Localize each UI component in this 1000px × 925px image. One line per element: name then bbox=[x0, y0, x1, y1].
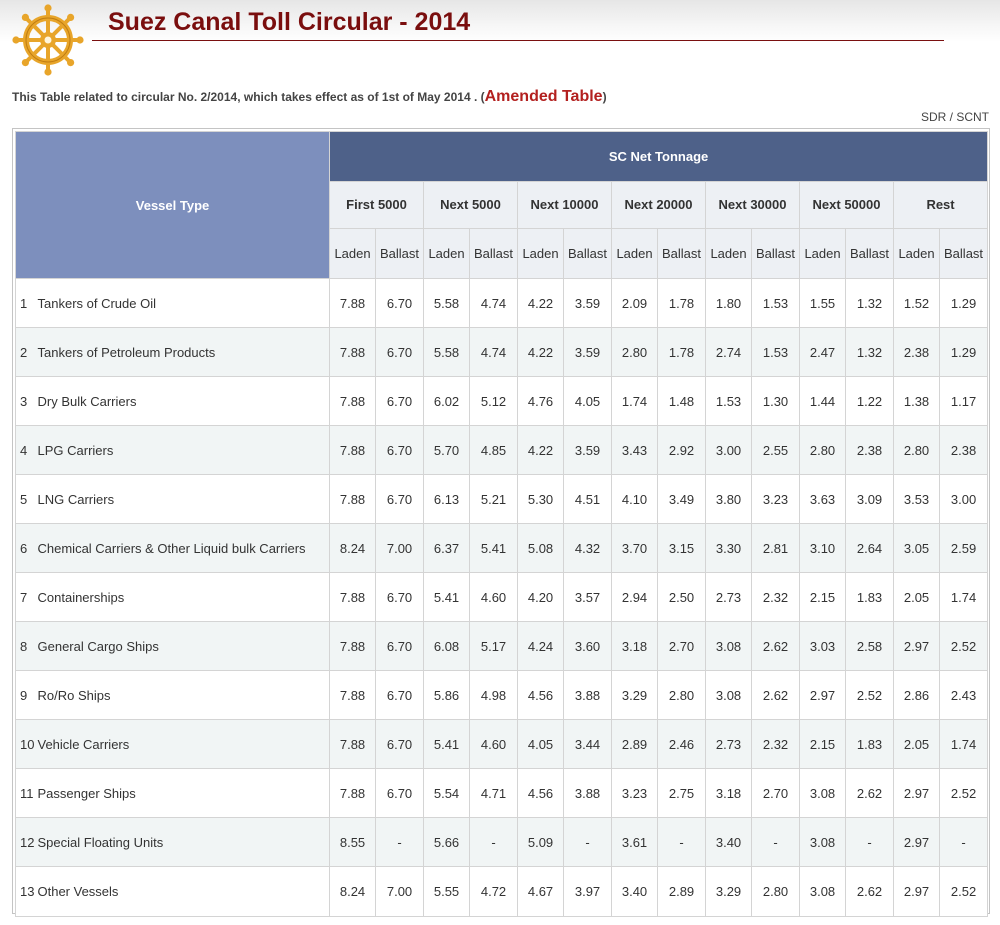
laden-header: Laden bbox=[894, 229, 940, 279]
ballast-rate-cell: 2.64 bbox=[846, 524, 894, 573]
laden-rate-cell: 6.02 bbox=[424, 377, 470, 426]
ballast-rate-cell: 6.70 bbox=[376, 279, 424, 328]
table-row bbox=[16, 867, 988, 917]
laden-header: Laden bbox=[330, 229, 376, 279]
row-number: 8 bbox=[16, 622, 36, 671]
laden-rate-cell: 3.08 bbox=[800, 867, 846, 917]
intro-close: ) bbox=[602, 90, 607, 104]
unit-label: SDR / SCNT bbox=[920, 110, 989, 124]
ballast-rate-cell: 6.70 bbox=[376, 328, 424, 377]
laden-rate-cell: 2.73 bbox=[706, 720, 752, 769]
laden-rate-cell: 3.61 bbox=[612, 818, 658, 867]
laden-header: Laden bbox=[612, 229, 658, 279]
laden-rate-cell: 3.18 bbox=[612, 622, 658, 671]
laden-rate-cell: 6.13 bbox=[424, 475, 470, 524]
ballast-rate-cell: 2.70 bbox=[658, 622, 706, 671]
ballast-rate-cell: 5.41 bbox=[470, 524, 518, 573]
ballast-rate-cell: 1.74 bbox=[940, 573, 988, 622]
laden-rate-cell: 5.66 bbox=[424, 818, 470, 867]
table-row bbox=[16, 573, 988, 622]
ballast-rate-cell: 2.52 bbox=[940, 867, 988, 917]
laden-rate-cell: 1.44 bbox=[800, 377, 846, 426]
ballast-rate-cell: 2.62 bbox=[752, 671, 800, 720]
vessel-type-name: LPG Carriers bbox=[36, 426, 330, 475]
laden-rate-cell: 2.97 bbox=[894, 867, 940, 917]
ballast-rate-cell: - bbox=[376, 818, 424, 867]
ballast-rate-cell: - bbox=[752, 818, 800, 867]
laden-rate-cell: 3.63 bbox=[800, 475, 846, 524]
row-number: 3 bbox=[16, 377, 36, 426]
laden-rate-cell: 5.09 bbox=[518, 818, 564, 867]
laden-rate-cell: 7.88 bbox=[330, 377, 376, 426]
ballast-rate-cell: - bbox=[846, 818, 894, 867]
ballast-rate-cell: 1.48 bbox=[658, 377, 706, 426]
laden-rate-cell: 2.15 bbox=[800, 720, 846, 769]
ballast-rate-cell: 1.30 bbox=[752, 377, 800, 426]
laden-rate-cell: 3.05 bbox=[894, 524, 940, 573]
ballast-rate-cell: 2.58 bbox=[846, 622, 894, 671]
ballast-rate-cell: 4.32 bbox=[564, 524, 612, 573]
tonnage-group-header: Next 50000 bbox=[800, 181, 894, 229]
ballast-rate-cell: 7.00 bbox=[376, 867, 424, 917]
laden-rate-cell: 5.58 bbox=[424, 279, 470, 328]
tonnage-group-header: Next 10000 bbox=[518, 181, 612, 229]
ballast-rate-cell: 1.32 bbox=[846, 328, 894, 377]
laden-rate-cell: 4.20 bbox=[518, 573, 564, 622]
ballast-rate-cell: 2.62 bbox=[846, 867, 894, 917]
vessel-type-name: General Cargo Ships bbox=[36, 622, 330, 671]
laden-rate-cell: 3.53 bbox=[894, 475, 940, 524]
vessel-type-name: Dry Bulk Carriers bbox=[36, 377, 330, 426]
ballast-rate-cell: 5.21 bbox=[470, 475, 518, 524]
laden-header: Laden bbox=[800, 229, 846, 279]
laden-rate-cell: 7.88 bbox=[330, 475, 376, 524]
laden-rate-cell: 1.55 bbox=[800, 279, 846, 328]
table-row bbox=[16, 818, 988, 867]
vessel-type-name: Containerships bbox=[36, 573, 330, 622]
ballast-rate-cell: 6.70 bbox=[376, 769, 424, 818]
ballast-rate-cell: 4.72 bbox=[470, 867, 518, 917]
ballast-rate-cell: 4.98 bbox=[470, 671, 518, 720]
laden-rate-cell: 4.24 bbox=[518, 622, 564, 671]
ballast-header: Ballast bbox=[658, 229, 706, 279]
ballast-rate-cell: 2.43 bbox=[940, 671, 988, 720]
laden-rate-cell: 2.94 bbox=[612, 573, 658, 622]
laden-rate-cell: 1.53 bbox=[706, 377, 752, 426]
laden-rate-cell: 3.03 bbox=[800, 622, 846, 671]
ballast-rate-cell: 5.17 bbox=[470, 622, 518, 671]
ballast-rate-cell: 2.62 bbox=[752, 622, 800, 671]
laden-rate-cell: 2.80 bbox=[612, 328, 658, 377]
row-number: 4 bbox=[16, 426, 36, 475]
ballast-rate-cell: 2.38 bbox=[846, 426, 894, 475]
title-underline bbox=[92, 40, 944, 41]
laden-rate-cell: 1.52 bbox=[894, 279, 940, 328]
laden-rate-cell: 3.29 bbox=[612, 671, 658, 720]
laden-rate-cell: 3.43 bbox=[612, 426, 658, 475]
table-row bbox=[16, 524, 988, 573]
table-row bbox=[16, 328, 988, 377]
ballast-rate-cell: 2.52 bbox=[940, 622, 988, 671]
ballast-rate-cell: 2.75 bbox=[658, 769, 706, 818]
laden-rate-cell: 3.80 bbox=[706, 475, 752, 524]
row-number: 12 bbox=[16, 818, 36, 867]
laden-rate-cell: 2.89 bbox=[612, 720, 658, 769]
laden-rate-cell: 8.24 bbox=[330, 524, 376, 573]
ballast-rate-cell: 6.70 bbox=[376, 720, 424, 769]
ballast-rate-cell: 3.88 bbox=[564, 671, 612, 720]
ballast-rate-cell: 1.17 bbox=[940, 377, 988, 426]
laden-rate-cell: 2.80 bbox=[800, 426, 846, 475]
amended-table-label: Amended Table bbox=[484, 88, 603, 105]
ballast-rate-cell: 2.59 bbox=[940, 524, 988, 573]
vessel-type-name: Special Floating Units bbox=[36, 818, 330, 867]
ballast-rate-cell: 4.60 bbox=[470, 720, 518, 769]
ballast-rate-cell: 3.59 bbox=[564, 426, 612, 475]
laden-rate-cell: 2.05 bbox=[894, 720, 940, 769]
laden-rate-cell: 2.73 bbox=[706, 573, 752, 622]
row-number: 7 bbox=[16, 573, 36, 622]
vessel-type-name: Tankers of Petroleum Products bbox=[36, 328, 330, 377]
laden-rate-cell: 2.97 bbox=[894, 769, 940, 818]
ballast-rate-cell: 2.70 bbox=[752, 769, 800, 818]
ballast-rate-cell: 1.29 bbox=[940, 328, 988, 377]
laden-rate-cell: 3.18 bbox=[706, 769, 752, 818]
table-row bbox=[16, 720, 988, 769]
ballast-rate-cell: 3.59 bbox=[564, 328, 612, 377]
laden-rate-cell: 3.40 bbox=[612, 867, 658, 917]
ballast-rate-cell: 2.80 bbox=[752, 867, 800, 917]
laden-rate-cell: 3.08 bbox=[800, 769, 846, 818]
ballast-rate-cell: 1.53 bbox=[752, 279, 800, 328]
row-number: 10 bbox=[16, 720, 36, 769]
laden-rate-cell: 7.88 bbox=[330, 573, 376, 622]
ballast-rate-cell: 3.60 bbox=[564, 622, 612, 671]
ballast-rate-cell: 4.74 bbox=[470, 328, 518, 377]
laden-rate-cell: 3.70 bbox=[612, 524, 658, 573]
ballast-rate-cell: 3.49 bbox=[658, 475, 706, 524]
laden-rate-cell: 3.29 bbox=[706, 867, 752, 917]
tonnage-group-header: Next 30000 bbox=[706, 181, 800, 229]
row-number: 9 bbox=[16, 671, 36, 720]
ballast-rate-cell: 3.88 bbox=[564, 769, 612, 818]
ballast-rate-cell: 1.53 bbox=[752, 328, 800, 377]
table-row bbox=[16, 426, 988, 475]
ballast-rate-cell: 2.52 bbox=[940, 769, 988, 818]
laden-rate-cell: 7.88 bbox=[330, 328, 376, 377]
laden-rate-cell: 5.86 bbox=[424, 671, 470, 720]
ballast-rate-cell: 2.32 bbox=[752, 573, 800, 622]
table-row bbox=[16, 475, 988, 524]
laden-rate-cell: 3.40 bbox=[706, 818, 752, 867]
laden-rate-cell: 6.08 bbox=[424, 622, 470, 671]
ballast-rate-cell: 4.85 bbox=[470, 426, 518, 475]
intro-text bbox=[12, 88, 607, 106]
table-row bbox=[16, 377, 988, 426]
vessel-type-name: Chemical Carriers & Other Liquid bulk Carriers bbox=[36, 524, 330, 573]
laden-rate-cell: 8.24 bbox=[330, 867, 376, 917]
laden-rate-cell: 2.38 bbox=[894, 328, 940, 377]
ballast-rate-cell: 3.57 bbox=[564, 573, 612, 622]
ballast-rate-cell: - bbox=[564, 818, 612, 867]
laden-rate-cell: 2.97 bbox=[894, 622, 940, 671]
toll-table bbox=[15, 131, 988, 917]
laden-header: Laden bbox=[706, 229, 752, 279]
laden-rate-cell: 5.70 bbox=[424, 426, 470, 475]
ballast-rate-cell: - bbox=[940, 818, 988, 867]
laden-rate-cell: 2.09 bbox=[612, 279, 658, 328]
laden-rate-cell: 2.97 bbox=[800, 671, 846, 720]
laden-rate-cell: 4.22 bbox=[518, 328, 564, 377]
row-number: 6 bbox=[16, 524, 36, 573]
vessel-type-name: Ro/Ro Ships bbox=[36, 671, 330, 720]
laden-rate-cell: 4.22 bbox=[518, 279, 564, 328]
sc-net-tonnage-header: SC Net Tonnage bbox=[330, 132, 988, 182]
ballast-header: Ballast bbox=[564, 229, 612, 279]
ballast-rate-cell: 3.09 bbox=[846, 475, 894, 524]
laden-rate-cell: 8.55 bbox=[330, 818, 376, 867]
laden-rate-cell: 4.56 bbox=[518, 769, 564, 818]
laden-rate-cell: 7.88 bbox=[330, 622, 376, 671]
laden-rate-cell: 7.88 bbox=[330, 671, 376, 720]
laden-rate-cell: 4.76 bbox=[518, 377, 564, 426]
laden-rate-cell: 4.67 bbox=[518, 867, 564, 917]
laden-rate-cell: 2.86 bbox=[894, 671, 940, 720]
laden-rate-cell: 3.08 bbox=[800, 818, 846, 867]
ballast-rate-cell: 6.70 bbox=[376, 377, 424, 426]
ballast-rate-cell: 1.32 bbox=[846, 279, 894, 328]
vessel-type-header: Vessel Type bbox=[16, 132, 330, 279]
ballast-rate-cell: 6.70 bbox=[376, 426, 424, 475]
table-row bbox=[16, 769, 988, 818]
tonnage-group-header: Next 5000 bbox=[424, 181, 518, 229]
laden-rate-cell: 7.88 bbox=[330, 279, 376, 328]
laden-rate-cell: 3.10 bbox=[800, 524, 846, 573]
laden-rate-cell: 3.23 bbox=[612, 769, 658, 818]
laden-rate-cell: 2.97 bbox=[894, 818, 940, 867]
laden-rate-cell: 5.41 bbox=[424, 720, 470, 769]
laden-rate-cell: 2.05 bbox=[894, 573, 940, 622]
laden-rate-cell: 4.56 bbox=[518, 671, 564, 720]
vessel-type-name: Vehicle Carriers bbox=[36, 720, 330, 769]
ballast-rate-cell: 6.70 bbox=[376, 573, 424, 622]
ballast-rate-cell: 3.59 bbox=[564, 279, 612, 328]
laden-rate-cell: 3.00 bbox=[706, 426, 752, 475]
ballast-rate-cell: 3.44 bbox=[564, 720, 612, 769]
ballast-rate-cell: 6.70 bbox=[376, 671, 424, 720]
laden-rate-cell: 3.08 bbox=[706, 622, 752, 671]
laden-rate-cell: 2.80 bbox=[894, 426, 940, 475]
tonnage-group-header: First 5000 bbox=[330, 181, 424, 229]
vessel-type-name: Other Vessels bbox=[36, 867, 330, 917]
laden-rate-cell: 7.88 bbox=[330, 769, 376, 818]
ballast-header: Ballast bbox=[470, 229, 518, 279]
laden-rate-cell: 4.10 bbox=[612, 475, 658, 524]
ships-wheel-icon bbox=[12, 4, 84, 76]
laden-header: Laden bbox=[424, 229, 470, 279]
ballast-rate-cell: 4.74 bbox=[470, 279, 518, 328]
table-row bbox=[16, 279, 988, 328]
table-body bbox=[16, 279, 988, 917]
ballast-rate-cell: 7.00 bbox=[376, 524, 424, 573]
tonnage-group-header: Rest bbox=[894, 181, 988, 229]
ballast-rate-cell: 1.22 bbox=[846, 377, 894, 426]
ballast-rate-cell: 2.46 bbox=[658, 720, 706, 769]
laden-header: Laden bbox=[518, 229, 564, 279]
ballast-rate-cell: 1.78 bbox=[658, 328, 706, 377]
page-title: Suez Canal Toll Circular - 2014 bbox=[108, 8, 471, 36]
row-number: 2 bbox=[16, 328, 36, 377]
ballast-rate-cell: 1.29 bbox=[940, 279, 988, 328]
row-number: 11 bbox=[16, 769, 36, 818]
page-header bbox=[0, 0, 1000, 80]
vessel-type-name: Passenger Ships bbox=[36, 769, 330, 818]
laden-rate-cell: 5.58 bbox=[424, 328, 470, 377]
ballast-rate-cell: 5.12 bbox=[470, 377, 518, 426]
ballast-rate-cell: 2.38 bbox=[940, 426, 988, 475]
ballast-header: Ballast bbox=[752, 229, 800, 279]
laden-rate-cell: 3.08 bbox=[706, 671, 752, 720]
laden-rate-cell: 1.74 bbox=[612, 377, 658, 426]
ballast-rate-cell: - bbox=[658, 818, 706, 867]
ballast-rate-cell: 2.50 bbox=[658, 573, 706, 622]
ballast-rate-cell: 4.51 bbox=[564, 475, 612, 524]
ballast-rate-cell: 1.83 bbox=[846, 573, 894, 622]
intro-sentence: This Table related to circular No. 2/2014, which takes effect as of 1st of May 2014 . ( bbox=[12, 90, 485, 104]
ballast-rate-cell: 2.80 bbox=[658, 671, 706, 720]
ballast-rate-cell: 2.52 bbox=[846, 671, 894, 720]
ballast-header: Ballast bbox=[376, 229, 424, 279]
laden-rate-cell: 4.05 bbox=[518, 720, 564, 769]
ballast-rate-cell: 2.62 bbox=[846, 769, 894, 818]
ballast-rate-cell: 1.74 bbox=[940, 720, 988, 769]
laden-rate-cell: 2.15 bbox=[800, 573, 846, 622]
laden-rate-cell: 5.54 bbox=[424, 769, 470, 818]
ballast-rate-cell: 1.78 bbox=[658, 279, 706, 328]
ballast-rate-cell: 1.83 bbox=[846, 720, 894, 769]
toll-table-container bbox=[12, 128, 990, 914]
laden-rate-cell: 5.41 bbox=[424, 573, 470, 622]
tonnage-group-header: Next 20000 bbox=[612, 181, 706, 229]
laden-rate-cell: 3.30 bbox=[706, 524, 752, 573]
ballast-header: Ballast bbox=[846, 229, 894, 279]
ballast-rate-cell: 2.92 bbox=[658, 426, 706, 475]
laden-rate-cell: 7.88 bbox=[330, 426, 376, 475]
laden-rate-cell: 5.30 bbox=[518, 475, 564, 524]
laden-rate-cell: 7.88 bbox=[330, 720, 376, 769]
ballast-rate-cell: 4.05 bbox=[564, 377, 612, 426]
ballast-rate-cell: 2.32 bbox=[752, 720, 800, 769]
ballast-header: Ballast bbox=[940, 229, 988, 279]
laden-rate-cell: 2.47 bbox=[800, 328, 846, 377]
laden-rate-cell: 5.08 bbox=[518, 524, 564, 573]
ballast-rate-cell: 2.55 bbox=[752, 426, 800, 475]
laden-rate-cell: 1.80 bbox=[706, 279, 752, 328]
laden-rate-cell: 2.74 bbox=[706, 328, 752, 377]
ballast-rate-cell: 3.00 bbox=[940, 475, 988, 524]
ballast-rate-cell: 3.15 bbox=[658, 524, 706, 573]
ballast-rate-cell: 6.70 bbox=[376, 475, 424, 524]
ballast-rate-cell: 2.81 bbox=[752, 524, 800, 573]
laden-rate-cell: 6.37 bbox=[424, 524, 470, 573]
ballast-rate-cell: 6.70 bbox=[376, 622, 424, 671]
table-row bbox=[16, 671, 988, 720]
ballast-rate-cell: 2.89 bbox=[658, 867, 706, 917]
laden-rate-cell: 4.22 bbox=[518, 426, 564, 475]
vessel-type-name: Tankers of Crude Oil bbox=[36, 279, 330, 328]
ballast-rate-cell: 4.60 bbox=[470, 573, 518, 622]
ballast-rate-cell: 3.23 bbox=[752, 475, 800, 524]
ballast-rate-cell: 4.71 bbox=[470, 769, 518, 818]
laden-rate-cell: 5.55 bbox=[424, 867, 470, 917]
table-row bbox=[16, 622, 988, 671]
laden-rate-cell: 1.38 bbox=[894, 377, 940, 426]
row-number: 1 bbox=[16, 279, 36, 328]
ballast-rate-cell: 3.97 bbox=[564, 867, 612, 917]
row-number: 13 bbox=[16, 867, 36, 917]
ballast-rate-cell: - bbox=[470, 818, 518, 867]
row-number: 5 bbox=[16, 475, 36, 524]
vessel-type-name: LNG Carriers bbox=[36, 475, 330, 524]
